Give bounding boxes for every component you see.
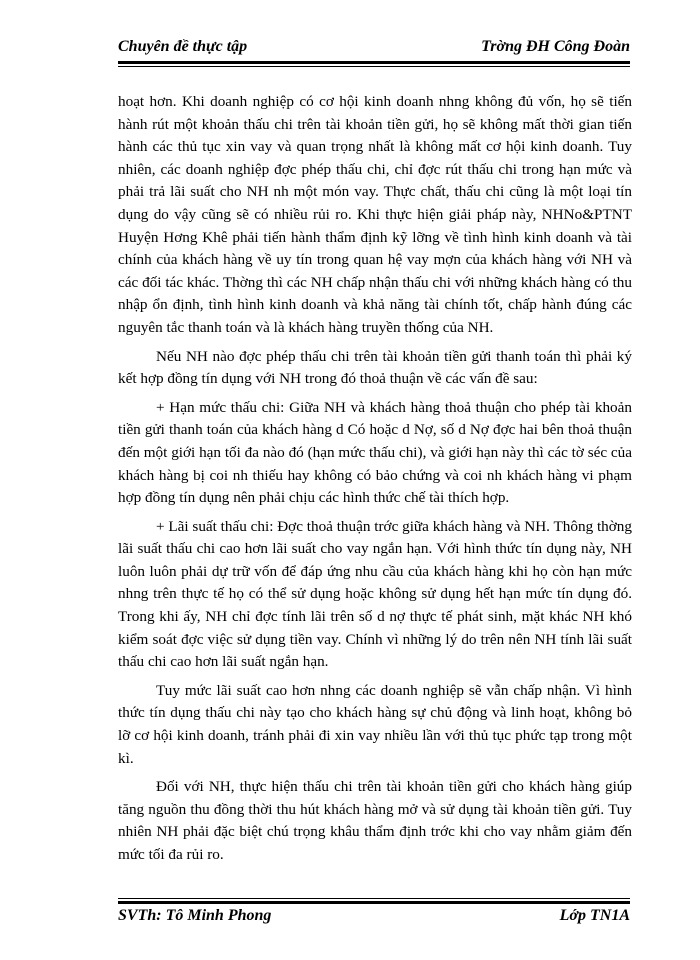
paragraph-overdraft-interest: + Lãi suất thấu chi: Đợc thoả thuận trớc giữa khách hàng và NH. Thông thờng lãi suất thấu chi cao hơn lãi suất cho vay ngắn hạn. Với hình thức tín dụng này, NH luôn luôn phải dự trữ vốn để đáp ứng nhu cầu của khách hàng khi họ còn hạn mức nhng trên thực tế họ có thể sử dụng hoặc không sử dụng hết hạn mức tín dụng đó. Trong khi ấy, NH chỉ đợc tính lãi trên số d nợ thực tế phát sinh, mặt khác NH khó kiểm soát đợc việc sử dụng tiền vay. Chính vì những lý do trên nên NH tính lãi suất thấu chi cao hơn lãi suất ngắn hạn. <box>118 517 632 671</box>
footer-rule-thin <box>118 898 630 899</box>
paragraph-business-acceptance: Tuy mức lãi suất cao hơn nhng các doanh nghiệp sẽ vẫn chấp nhận. Vì hình thức tín dụng thấu chi này tạo cho khách hàng sự chủ động và linh hoạt, không bỏ lỡ cơ hội kinh doanh, tránh phải đi xin vay nhiều lần với thủ tục phức tạp trong một kì. <box>118 681 632 767</box>
footer-class: Lớp TN1A <box>559 907 630 924</box>
page-body <box>118 91 632 867</box>
paragraph-contract-intro: Nếu NH nào đợc phép thấu chi trên tài khoản tiền gửi thanh toán thì phải ký kết hợp đồng tín dụng với NH trong đó thoả thuận về các vấn đề sau: <box>118 347 632 388</box>
header-rule-thin <box>118 66 630 67</box>
paragraph-continuation: hoạt hơn. Khi doanh nghiệp có cơ hội kinh doanh nhng không đủ vốn, họ sẽ tiến hành rút một khoản thấu chi trên tài khoản tiền gửi, họ sẽ không mất thời gian tiến hành các thủ tục xin vay và quan trọng nhất là không mất cơ hội kinh doanh. Tuy nhiên, các doanh nghiệp đợc phép thấu chi, chỉ đợc rút thấu chi trong hạn mức và phải trả lãi suất cho NH nh một món vay. Thực chất, thấu chi cũng là một loại tín dụng do vậy cũng sẽ có nhiều rủi ro. Khi thực hiện giải pháp này, NHNo&PTNT Huyện Hơng Khê phải tiến hành thẩm định kỹ lỡng về tình hình kinh doanh và tài chính của khách hàng về uy tín trong quan hệ vay mợn của khách hàng với NH và các đối tác khác. Thờng thì các NH chấp nhận thấu chi với những khách hàng có thu nhập ổn định, tình hình kinh doanh và khả năng tài chính tốt, chấp hành đúng các nguyên tắc thanh toán và là khách hàng truyền thống của NH. <box>118 93 632 336</box>
paragraph-bank-benefit: Đối với NH, thực hiện thấu chi trên tài khoản tiền gửi cho khách hàng giúp tăng nguồn thu đồng thời thu hút khách hàng mở và sử dụng tài khoản tiền gửi. Tuy nhiên NH phải đặc biệt chú trọng khâu thẩm định trớc khi cho vay nhằm giảm đến mức tối đa rủi ro. <box>118 778 632 863</box>
header-rule-thick <box>118 61 630 64</box>
footer-rule-thick <box>118 901 630 904</box>
footer-student-name: SVTh: Tô Minh Phong <box>118 907 272 924</box>
paragraph-overdraft-limit: + Hạn mức thấu chi: Giữa NH và khách hàng thoả thuận cho phép tài khoản tiền gửi thanh toán của khách hàng d Có hoặc d Nợ, số d Nợ đợc hai bên thoả thuận đến một giới hạn tối đa nào đó (hạn mức thấu chi), và giới hạn này thì các tờ séc của khách hàng bị coi nh thiếu hay không có bảo chứng và coi nh khách hàng vi phạm hợp đồng tín dụng nên phải chịu các hình thức chế tài thích hợp. <box>118 398 632 507</box>
page-footer <box>118 907 630 929</box>
header-university: Trờng ĐH Công Đoàn <box>481 38 630 55</box>
page-header <box>118 38 630 62</box>
header-document-title: Chuyên đề thực tập <box>118 38 248 55</box>
